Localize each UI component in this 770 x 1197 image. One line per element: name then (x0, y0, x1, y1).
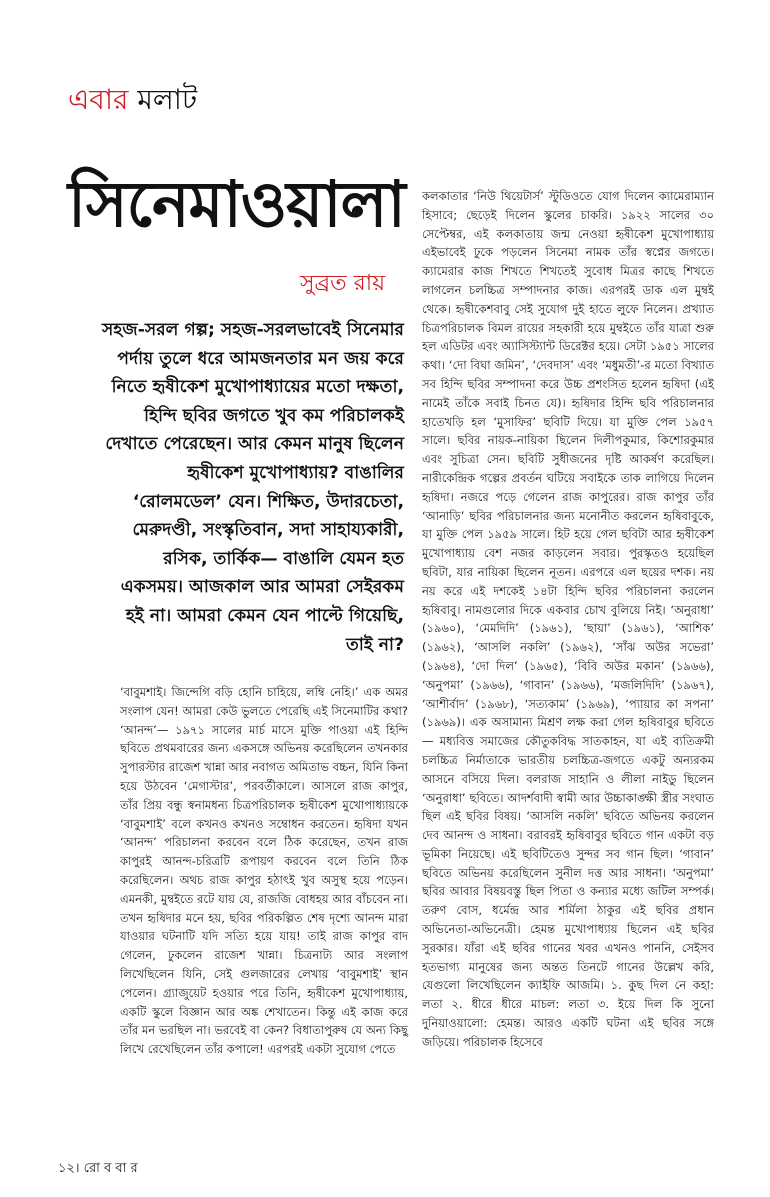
section-label-red: এবার (68, 83, 129, 116)
author-byline: সুব্রত রায় (300, 271, 386, 296)
lead-paragraph: সহজ-সরল গল্প; সহজ-সরলভাবেই সিনেমার পর্দায় তুলে ধরে আমজনতার মন জয় করে নিতে হৃষীকেশ মুখোপাধ্যায়ের মতো দক্ষতা, হিন্দি ছবির জগতে খুব কম পরিচালকই দেখাতে পেরেছেন। আর কেমন মানুষ ছিলেন হৃষীকেশ মুখোপাধ্যায়? বাঙালির ‘রোলমডেল’ যেন। শিক্ষিত, উদারচেতা, মেরুদণ্ডী, সংস্কৃতিবান, সদা সাহায্যকারী, রসিক, তার্কিক— বাঙালি যেমন হত একসময়। আজকাল আর আমরা সেইরকম হই না। আমরা কেমন যেন পাল্টে গিয়েছি, তাই না? (101, 320, 404, 655)
article-title: সিনেমাওয়ালা (68, 168, 405, 241)
body-column-left: ‘বাবুমশাই। জিন্দেগি বড়ি হোনি চাহিয়ে, লম্বি নেহি।’ এক অমর সংলাপ যেন! আমরা কেউ ভুলতে পেরেছি এই সিনেমাটির কথা? ‘আনন্দ’— ১৯৭১ সালের মার্চ মাসে মুক্তি পাওয়া এই হিন্দি ছবিতে প্রথমবারের জন্য একসঙ্গে অভিনয় করেছিলেন তখনকার সুপারস্টার রাজেশ খান্না আর নবাগত অমিতাভ বচ্চন, যিনি কিনা হয়ে উঠবেন ‘মেগাস্টার’, পরবর্তীকালে। আসলে রাজ কাপুর, তাঁর প্রিয় বন্ধু স্বনামধন্য চিত্রপরিচালক হৃষীকেশ মুখোপাধ্যায়কে ‘বাবুমশাই’ বলে কখনও কখনও সম্বোধন করতেন। হৃষিদা যখন ‘আনন্দ’ পরিচালনা করবেন বলে ঠিক করেছেন, তখন রাজ কাপুরই আনন্দ-চরিত্রটি রূপায়ণ করবেন বলে তিনি ঠিক করেছিলেন। অথচ রাজ কাপুর হঠাৎই খুব অসুস্থ হয়ে পড়েন। এমনকী, মুম্বইতে রটে যায় যে, রাজজি বোধহয় আর বাঁচবেন না। তখন হৃষিদার মনে হয়, ছবির পরিকল্পিত শেষ দৃশ্যে আনন্দ মারা যাওয়ার ঘটনাটি যদি সত্যি হয়ে যায়! তাই রাজ কাপুর বাদ গেলেন, ঢুকলেন রাজেশ খান্না। চিত্রনাট্য আর সংলাপ লিখেছিলেন যিনি, সেই গুলজারের লেখায় ‘বাবুমশাই’ স্থান পেলেন। গ্র্যাজুয়েট হওয়ার পরে তিনি, হৃষীকেশ মুখোপাধ্যায়, একটি স্কুলে বিজ্ঞান আর অঙ্ক শেখাতেন। কিন্তু এই কাজ করে তাঁর মন ভরছিল না। ভরবেই বা কেন? বিধাতাপুরুষ যে অন্য কিছু লিখে রেখেছিলেন তাঁর কপালে! এরপরই একটা সুযোগ পেতে (120, 685, 408, 1057)
section-header (68, 84, 197, 116)
page-folio: ১২। রো ব বা র (58, 1161, 138, 1176)
body-column-right: কলকাতার ‘নিউ থিয়েটার্স’ স্টুডিওতে যোগ দিলেন ক্যামেরাম্যান হিসাবে; ছেড়েই দিলেন স্কুলের চাকরি। ১৯২২ সালের ৩০ সেপ্টেম্বর, এই কলকাতায় জন্ম নেওয়া হৃষীকেশ মুখোপাধ্যায় এইভাবেই ঢুকে পড়লেন সিনেমা নামক তাঁর স্বপ্নের জগতে। ক্যামেরার কাজ শিখতে শিখতেই সুবোধ মিত্রর কাছে শিখতে লাগলেন চলচ্চিত্র সম্পাদনার কাজ। এরপরই ডাক এল মুম্বই থেকে। হৃষীকেশবাবু সেই সুযোগ দুই হাতে লুফে নিলেন। প্রখ্যাত চিত্রপরিচালক বিমল রায়ের সহকারী হয়ে মুম্বইতে তাঁর যাত্রা শুরু হল এডিটর এবং অ্যাসিস্ট্যান্ট ডিরেক্টর হয়ে। সেটা ১৯৫১ সালের কথা। ‘দো বিঘা জমিন’, ‘দেবদাস’ এবং ‘মধুমতী’-র মতো বিখ্যাত সব হিন্দি ছবির সম্পাদনা করে উচ্চ প্রশংসিত হলেন হৃষিদা (এই নামেই তাঁকে সবাই চিনত যে)। হৃষিদার হিন্দি ছবি পরিচালনার হাতেখড়ি হল ‘মুসাফির’ ছবিটি দিয়ে। যা মুক্তি পেল ১৯৫৭ সালে। ছবির নায়ক-নায়িকা ছিলেন দিলীপকুমার, কিশোরকুমার এবং সুচিত্রা সেন। ছবিটি সুধীজনের দৃষ্টি আকর্ষণ করেছিল। নারীকেন্দ্রিক গল্পের প্রবর্তন ঘটিয়ে সবাইকে তাক লাগিয়ে দিলেন হৃষিদা। নজরে পড়ে গেলেন রাজ কাপুরের। রাজ কাপুর তাঁর ‘আনাড়ি’ ছবির পরিচালনার জন্য মনোনীত করলেন হৃষিবাবুকে, যা মুক্তি পেল ১৯৫৯ সালে। হিট হয়ে গেল ছবিটা আর হৃষীকেশ মুখোপাধ্যায় বেশ নজর কাড়লেন সবার। পুরস্কৃতও হয়েছিল ছবিটা, যার নায়িকা ছিলেন নূতন। এরপরে এল ছয়ের দশক। নয় নয় করে এই দশকেই ১৪টা হিন্দি ছবির পরিচালনা করলেন হৃষিবাবু। নামগুলোর দিকে একবার চোখ বুলিয়ে নিই। ‘অনুরাধা’ (১৯৬০), ‘মেমদিদি’ (১৯৬১), ‘ছায়া’ (১৯৬১), ‘আশিক’ (১৯৬২), ‘আসলি নকলি’ (১৯৬২), ‘সাঁঝ অউর সভেরা’ (১৯৬৪), ‘দো দিল’ (১৯৬৫), ‘বিবি অউর মকান’ (১৯৬৬), ‘অনুপমা’ (১৯৬৬), ‘গাবান’ (১৯৬৬), ‘মজলিদিদি’ (১৯৬৭), ‘আশীর্বাদ’ (১৯৬৮), ‘সত্যকাম’ (১৯৬৯), ‘প্যায়ার কা সপনা’ (১৯৬৯)। এক অসামান্য মিশ্রণ লক্ষ করা গেল হৃষিবাবুর ছবিতে— মধ্যবিত্ত সমাজের কৌতুকবিদ্ধ সাতকাহন, যা এই ব্যতিক্রমী চলচ্চিত্র নির্মাতাকে ভারতীয় চলচ্চিত্র-জগতে একটু অন্যরকম আসনে বসিয়ে দিল। বলরাজ সাহানি ও লীলা নাইডু ছিলেন ‘অনুরাধা’ ছবিতে। আদর্শবাদী স্বামী আর উচ্চাকাঙ্ক্ষী স্ত্রীর সংঘাত ছিল এই ছবির বিষয়। ‘আসলি নকলি’ ছবিতে অভিনয় করলেন দেব আনন্দ ও সাধনা। বরাবরই হৃষিবাবুর ছবিতে গান একটা বড় ভূমিকা নিয়েছে। এই ছবিটিতেও সুন্দর সব গান ছিল। ‘গাবান’ ছবিতে অভিনয় করেছিলেন সুনীল দত্ত আর সাধনা। ‘অনুপমা’ ছবির আবার বিষয়বস্তু ছিল পিতা ও কন্যার মধ্যে জটিল সম্পর্ক। তরুণ বোস, ধর্মেন্দ্র আর শর্মিলা ঠাকুর এই ছবির প্রধান অভিনেতা-অভিনেত্রী। হেমন্ত মুখোপাধ্যায় ছিলেন এই ছবির সুরকার। যাঁরা এই ছবির গানের খবর এখনও পাননি, সেইসব হতভাগ্য মানুষের জন্য অন্তত তিনটে গানের উল্লেখ করি, যেগুলো লিখেছিলেন ক্যাইফি আজমি। ১. কুছ দিল নে কহা: লতা ২. ধীরে ধীরে মাচল: লতা ৩. ইয়ে দিল কি সুনো দুনিয়াওয়ালো: হেমন্ত। আরও একটি ঘটনা এই ছবির সঙ্গে জড়িয়ে। পরিচালক হিসেবে (422, 189, 714, 1049)
section-label-black: মলাট (137, 83, 198, 116)
